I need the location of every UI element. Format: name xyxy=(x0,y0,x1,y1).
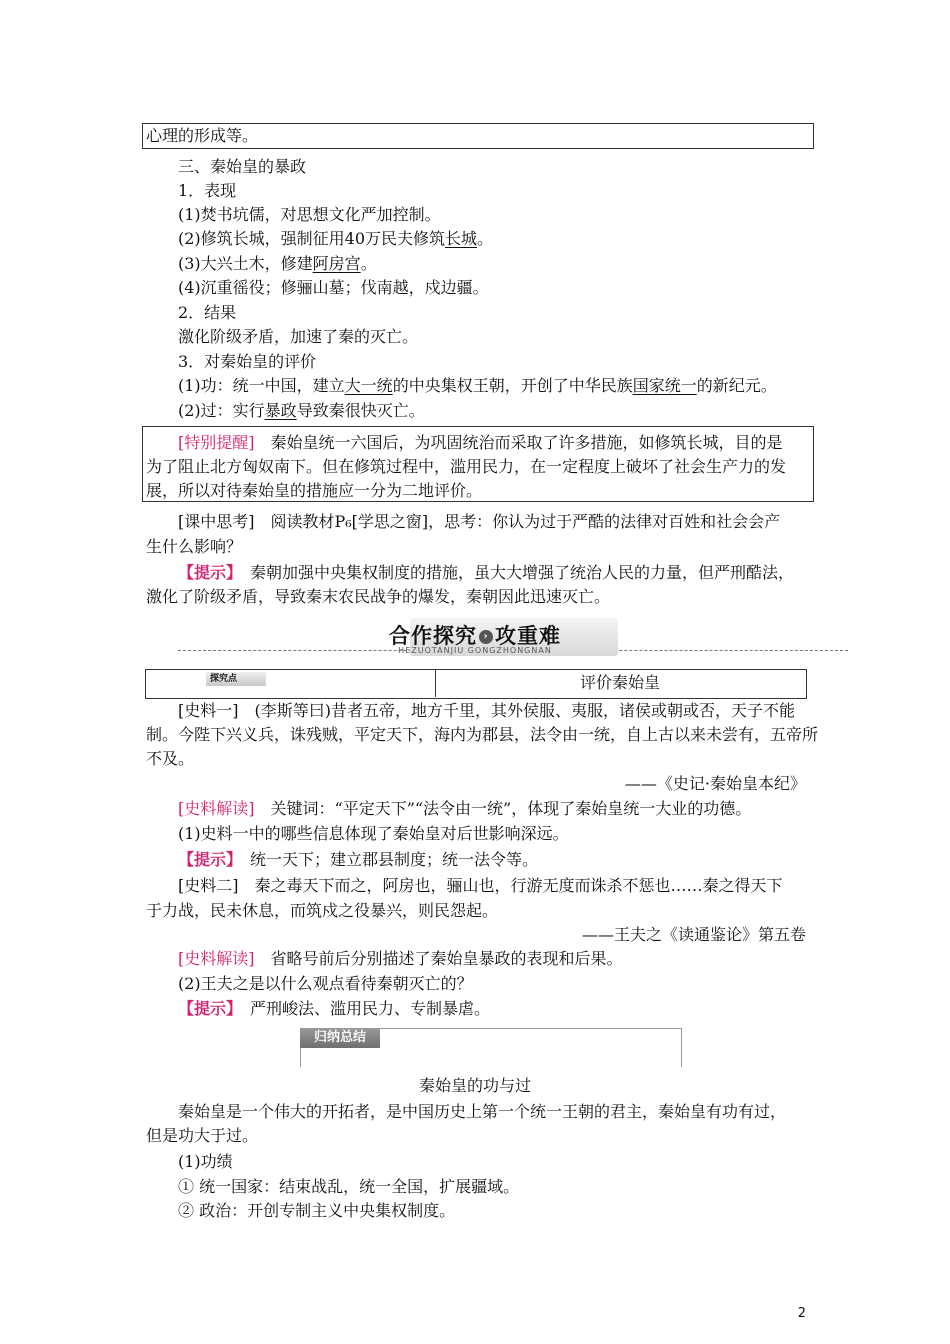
result-text: 激化阶级矛盾，加速了秦的灭亡。 xyxy=(178,327,419,346)
material-1-reading xyxy=(178,798,751,820)
item-3-text-b: 。 xyxy=(360,254,377,273)
eval-merit-b: 的中央集权王朝，开创了中华民族 xyxy=(392,376,633,395)
sub-heading-2: 2．结果 xyxy=(178,303,237,322)
eval-fault-underline: 暴政 xyxy=(264,401,297,420)
reminder-line-1 xyxy=(178,432,783,454)
eval-fault-b: 导致秦很快灭亡。 xyxy=(296,401,425,420)
item-2-text-a: (2)修筑长城，强制征用40万民夫修筑 xyxy=(178,229,446,248)
explore-divider xyxy=(435,669,436,697)
summary-tag: 归纳总结 xyxy=(300,1028,380,1048)
explore-tag: 探究点 xyxy=(206,672,266,686)
question-2-hint-text: 严刑峻法、滥用民力、专制暴虐。 xyxy=(250,999,491,1018)
section-heading: 三、秦始皇的暴政 xyxy=(178,157,307,176)
eval-merit-underline-2: 国家统一 xyxy=(632,376,697,395)
eval-merit-a: (1)功：统一中国，建立 xyxy=(178,376,345,395)
material-1-reading-text: 关键词：“平定天下”“法令由一统”，体现了秦始皇统一大业的功德。 xyxy=(270,799,752,818)
material-1-reading-label: [史料解读] xyxy=(178,799,255,818)
page-number: 2 xyxy=(797,1306,806,1321)
reminder-line-3: 展，所以对待秦始皇的措施应一分为二地评价。 xyxy=(146,481,483,500)
think-line-1: [课中思考] 阅读教材P₆[学思之窗]，思考：你认为过于严酷的法律对百姓和社会会产 xyxy=(178,512,781,531)
material-2-reading-label: [史料解读] xyxy=(178,949,255,968)
header-left: 合作探究 xyxy=(389,624,477,648)
item-1: (1)焚书坑儒，对思想文化严加控制。 xyxy=(178,205,441,224)
header-pinyin: HEZUOTANJIU GONGZHONGNAN xyxy=(398,646,552,655)
summary-item-1: ① 统一国家：结束战乱，统一全国，扩展疆域。 xyxy=(178,1177,520,1196)
question-2-hint xyxy=(178,998,490,1020)
summary-line-1: 秦始皇是一个伟大的开拓者，是中国历史上第一个统一王朝的君主，秦始皇有功有过， xyxy=(178,1102,787,1121)
item-2-underline: 长城 xyxy=(445,229,478,248)
material-2-source: ——王夫之《读通鉴论》第五卷 xyxy=(581,925,806,944)
summary-item-2: ② 政治：开创专制主义中央集权制度。 xyxy=(178,1201,456,1220)
eval-merit-underline-1: 大一统 xyxy=(344,376,393,395)
material-1-line-2: 制。今陛下兴义兵，诛残贼，平定天下，海内为郡县，法令由一统，自上古以来未尝有，五帝所 xyxy=(146,725,819,744)
item-4: (4)沉重徭役；修骊山墓；伐南越，戍边疆。 xyxy=(178,278,489,297)
eval-fault xyxy=(178,400,425,422)
summary-line-2: 但是功大于过。 xyxy=(146,1126,259,1145)
top-box-text: 心理的形成等。 xyxy=(146,126,259,145)
material-2-reading xyxy=(178,948,623,970)
think-hint-label: 【提示】 xyxy=(178,563,235,582)
explore-title: 评价秦始皇 xyxy=(580,673,661,692)
item-2 xyxy=(178,228,493,250)
item-3 xyxy=(178,253,377,275)
summary-heading: (1)功绩 xyxy=(178,1152,233,1171)
reminder-text-1: 秦始皇统一六国后，为巩固统治而采取了许多措施，如修筑长城，目的是 xyxy=(270,433,783,452)
think-hint-line-1 xyxy=(178,562,794,584)
arrow-right-icon: › xyxy=(479,630,493,644)
eval-merit xyxy=(178,375,777,397)
material-2-line-1: [史料二] 秦之毒天下而之，阿房也，骊山也，行游无度而诛杀不惩也……秦之得天下 xyxy=(178,876,783,895)
reminder-label: [特别提醒] xyxy=(178,433,255,452)
material-1-source: ——《史记·秦始皇本纪》 xyxy=(624,774,806,793)
material-1-line-1: [史料一] (李斯等曰)昔者五帝，地方千里，其外侯服、夷服，诸侯或朝或否，天子不能 xyxy=(178,701,795,720)
reminder-line-2: 为了阻止北方匈奴南下。但在修筑过程中，滥用民力，在一定程度上破坏了社会生产力的发 xyxy=(146,457,787,476)
sub-heading-3: 3．对秦始皇的评价 xyxy=(178,352,317,371)
summary-title: 秦始皇的功与过 xyxy=(418,1076,531,1095)
material-2-line-2: 于力战，民未休息，而筑戍之役暴兴，则民怨起。 xyxy=(146,901,499,920)
think-hint-line-2: 激化了阶级矛盾，导致秦末农民战争的爆发，秦朝因此迅速灭亡。 xyxy=(146,587,611,606)
item-2-text-b: 。 xyxy=(477,229,494,248)
header-right: 攻重难 xyxy=(495,624,561,648)
item-3-underline: 阿房宫 xyxy=(312,254,361,273)
sub-heading-1: 1．表现 xyxy=(178,181,237,200)
eval-fault-a: (2)过：实行 xyxy=(178,401,265,420)
item-3-text-a: (3)大兴土木，修建 xyxy=(178,254,313,273)
question-1-hint xyxy=(178,849,538,871)
think-hint-text-1: 秦朝加强中央集权制度的措施，虽大大增强了统治人民的力量，但严刑酷法， xyxy=(250,563,795,582)
material-2-reading-text: 省略号前后分别描述了秦始皇暴政的表现和后果。 xyxy=(270,949,623,968)
question-2-hint-label: 【提示】 xyxy=(178,999,235,1018)
think-line-2: 生什么影响？ xyxy=(146,537,243,556)
question-2: (2)王夫之是以什么观点看待秦朝灭亡的？ xyxy=(178,974,473,993)
question-1-hint-label: 【提示】 xyxy=(178,850,235,869)
question-1-hint-text: 统一天下；建立郡县制度；统一法令等。 xyxy=(250,850,539,869)
eval-merit-c: 的新纪元。 xyxy=(696,376,777,395)
material-1-line-3: 不及。 xyxy=(146,749,195,768)
question-1: (1)史料一中的哪些信息体现了秦始皇对后世影响深远。 xyxy=(178,824,569,843)
